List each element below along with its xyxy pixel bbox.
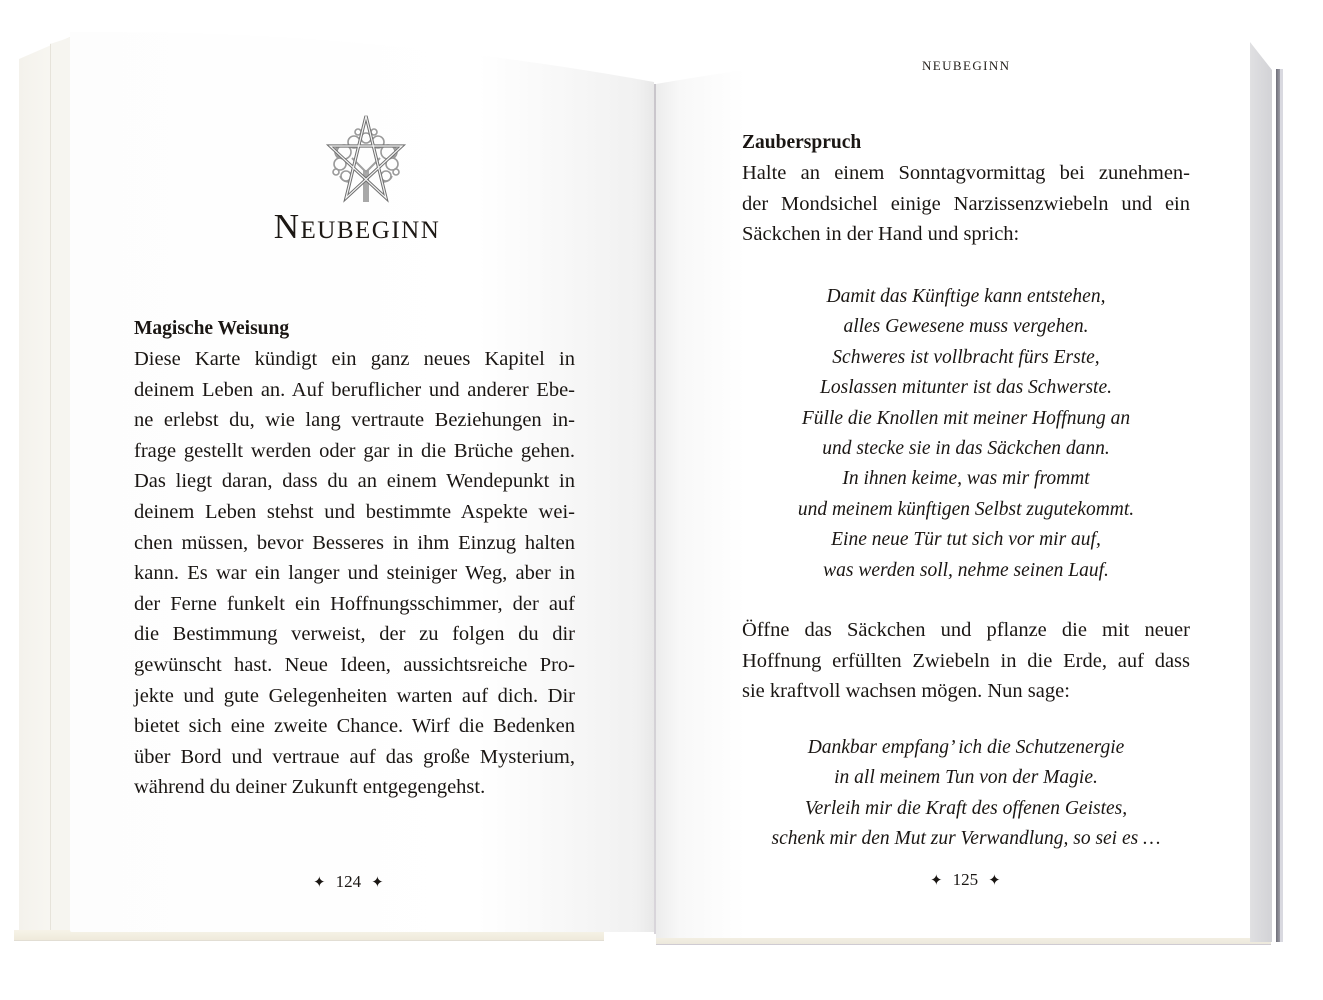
running-head: NEUBEGINN <box>922 58 1011 73</box>
left-page-text-block <box>134 314 575 803</box>
chapter-title: Neubeginn <box>273 207 441 246</box>
text-line: ne erlebst du, wie lang vertraute Beziehungen in- <box>134 409 575 432</box>
pentagram-tree-emblem-icon <box>316 112 416 208</box>
text-line: Säckchen in der Hand und sprich: <box>742 223 1020 246</box>
section-heading-zauberspruch: Zauberspruch <box>742 132 862 153</box>
text-line: während du deiner Zukunft entgegengehst. <box>134 776 486 799</box>
text-line: deinem Leben stehst und bestimmte Aspekte wei- <box>134 500 575 523</box>
text-line: bietet sich eine zweite Chance. Wirf die Bedenken <box>134 715 575 738</box>
text-line: die Bestimmung verweist, der zu folgen du dir <box>134 623 575 646</box>
verse-line: und meinem künftigen Selbst zugutekommt. <box>797 498 1135 520</box>
star-ornament-icon: ✦ <box>930 872 943 889</box>
text-line: Öffne das Säckchen und pflanze die mit neuer <box>742 619 1190 641</box>
book-gutter <box>654 84 656 934</box>
text-line: Halte an einem Sonntagvormittag bei zunehmen- <box>742 162 1190 184</box>
verse-line: in all meinem Tun von der Magie. <box>834 767 1098 789</box>
text-line: deinem Leben an. Auf beruflicher und anderer Ebe- <box>134 378 575 401</box>
verse-line: schenk mir den Mut zur Verwandlung, so sei es … <box>771 828 1161 850</box>
text-line: gewünscht hast. Neue Ideen, aussichtsreiche Pro- <box>134 653 575 676</box>
text-line: der Ferne funkelt ein Hoffnungsschimmer, der auf <box>134 592 575 615</box>
text-line: chen müssen, bevor Besseres in ihm Einzug halten <box>134 531 575 554</box>
verse-line: Eine neue Tür tut sich vor mir auf, <box>831 529 1101 551</box>
text-line: frage gestellt werden oder gar in die Brüche gehen. <box>134 439 575 462</box>
text-line: Diese Karte kündigt ein ganz neues Kapitel in <box>134 348 575 370</box>
body-paragraph <box>134 344 575 803</box>
verse-line: was werden soll, nehme seinen Lauf. <box>823 559 1109 581</box>
verse-line: Loslassen mitunter ist das Schwerste. <box>820 377 1112 399</box>
spell-verse-2 <box>742 733 1190 855</box>
text-line: sie kraftvoll wachsen mögen. Nun sage: <box>742 680 1070 703</box>
text-line: Hoffnung erfüllten Zwiebeln in die Erde, auf dass <box>742 649 1190 672</box>
page-number-left <box>313 872 384 892</box>
star-ornament-icon: ✦ <box>371 874 384 891</box>
verse-line: Schweres ist vollbracht fürs Erste, <box>832 346 1100 368</box>
verse-line: Verleih mir die Kraft des offenen Geistes, <box>804 797 1128 819</box>
verse-line: und stecke sie in das Säckchen dann. <box>822 437 1110 459</box>
text-line: jekte und gute Gelegenheiten warten auf dich. Dir <box>134 684 575 707</box>
section-heading-magische-weisung: Magische Weisung <box>134 318 290 339</box>
text-line: kann. Es war ein langer und steiniger Weg, aber in <box>134 562 575 585</box>
spell-verse-1 <box>742 282 1190 586</box>
star-ornament-icon: ✦ <box>313 874 326 891</box>
verse-line: Damit das Künftige kann entstehen, <box>826 286 1106 307</box>
text-line: über Bord und vertraue auf das große Mysterium, <box>134 745 575 768</box>
verse-line: alles Gewesene muss vergehen. <box>843 316 1089 338</box>
star-ornament-icon: ✦ <box>988 872 1001 889</box>
page-number: 124 <box>335 872 362 891</box>
right-page-paragraph-2 <box>742 615 1190 707</box>
verse-line: Fülle die Knollen mit meiner Hoffnung an <box>801 407 1131 429</box>
page-number-right <box>930 870 1001 890</box>
text-line: der Mondsichel einige Narzissenzwiebeln und ein <box>742 192 1190 215</box>
back-cover-outer-edge <box>1280 69 1283 942</box>
right-page-intro-block <box>742 128 1190 250</box>
right-page-stack-edge <box>1250 42 1272 942</box>
verse-line: In ihnen keime, was mir frommt <box>842 468 1090 490</box>
page-number: 125 <box>952 870 979 889</box>
verse-line: Dankbar empfang’ ich die Schutzenergie <box>807 737 1125 758</box>
text-line: Das liegt daran, dass du an einem Wendepunkt in <box>134 470 575 493</box>
